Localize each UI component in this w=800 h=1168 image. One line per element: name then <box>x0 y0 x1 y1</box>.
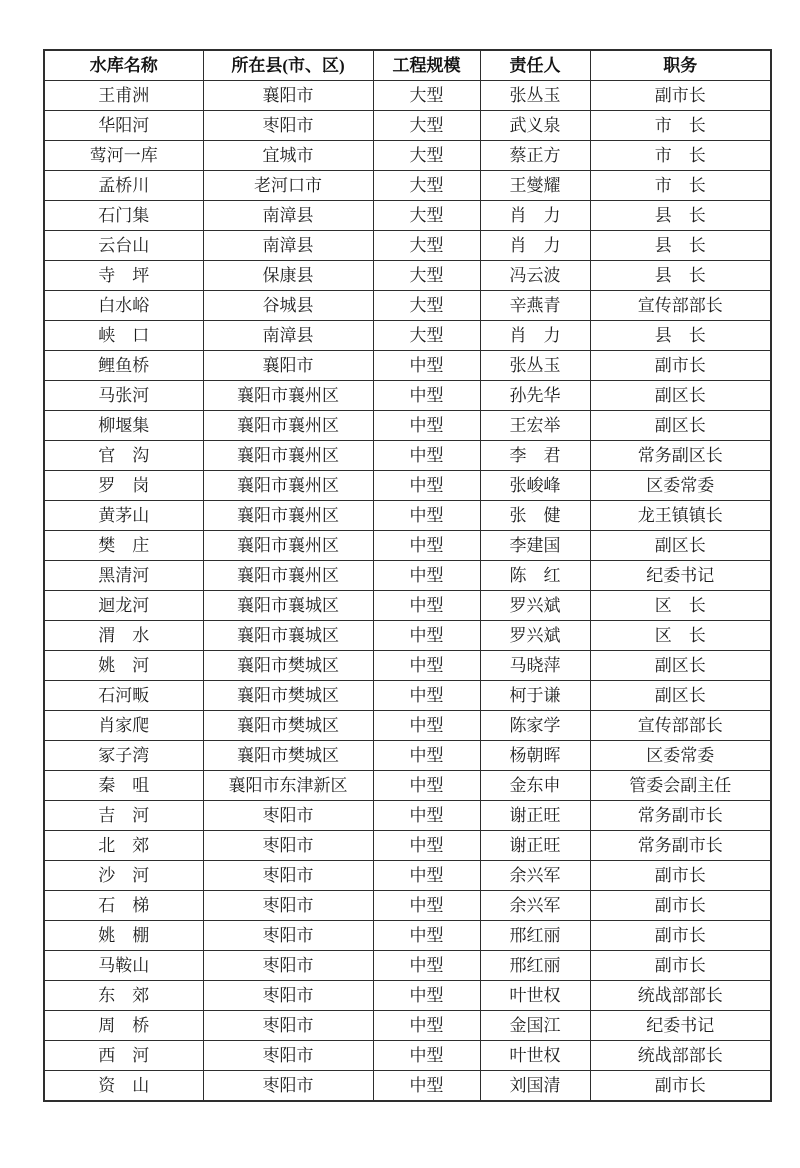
cell-scale: 中型 <box>373 1041 480 1071</box>
column-header-location: 所在县(市、区) <box>203 50 373 81</box>
cell-position: 副市长 <box>590 81 771 111</box>
cell-responsible-person: 罗兴斌 <box>480 621 590 651</box>
cell-reservoir-name: 渭 水 <box>44 621 203 651</box>
cell-scale: 中型 <box>373 681 480 711</box>
cell-reservoir-name: 石 梯 <box>44 891 203 921</box>
cell-responsible-person: 王宏举 <box>480 411 590 441</box>
cell-reservoir-name: 沙 河 <box>44 861 203 891</box>
cell-position: 县 长 <box>590 231 771 261</box>
table-row <box>44 561 771 591</box>
table-row <box>44 411 771 441</box>
cell-scale: 中型 <box>373 591 480 621</box>
cell-location: 襄阳市 <box>203 81 373 111</box>
cell-position: 统战部部长 <box>590 1041 771 1071</box>
cell-location: 枣阳市 <box>203 1071 373 1102</box>
column-header-position: 职务 <box>590 50 771 81</box>
cell-reservoir-name: 云台山 <box>44 231 203 261</box>
cell-position: 副市长 <box>590 921 771 951</box>
table-row <box>44 1011 771 1041</box>
cell-position: 副市长 <box>590 951 771 981</box>
cell-responsible-person: 冯云波 <box>480 261 590 291</box>
cell-reservoir-name: 罗 岗 <box>44 471 203 501</box>
cell-responsible-person: 罗兴斌 <box>480 591 590 621</box>
cell-location: 南漳县 <box>203 201 373 231</box>
cell-responsible-person: 谢正旺 <box>480 831 590 861</box>
cell-reservoir-name: 莺河一库 <box>44 141 203 171</box>
cell-location: 襄阳市襄州区 <box>203 411 373 441</box>
cell-reservoir-name: 姚 河 <box>44 651 203 681</box>
table-row <box>44 921 771 951</box>
cell-reservoir-name: 王甫洲 <box>44 81 203 111</box>
cell-responsible-person: 谢正旺 <box>480 801 590 831</box>
cell-position: 区 长 <box>590 591 771 621</box>
cell-responsible-person: 马晓萍 <box>480 651 590 681</box>
cell-position: 常务副市长 <box>590 831 771 861</box>
cell-scale: 大型 <box>373 261 480 291</box>
cell-responsible-person: 李建国 <box>480 531 590 561</box>
cell-position: 宣传部部长 <box>590 291 771 321</box>
cell-position: 副市长 <box>590 351 771 381</box>
cell-position: 管委会副主任 <box>590 771 771 801</box>
cell-location: 枣阳市 <box>203 891 373 921</box>
cell-responsible-person: 辛燕青 <box>480 291 590 321</box>
table-row <box>44 111 771 141</box>
cell-position: 副市长 <box>590 861 771 891</box>
cell-scale: 大型 <box>373 111 480 141</box>
table-row <box>44 651 771 681</box>
cell-location: 枣阳市 <box>203 831 373 861</box>
cell-responsible-person: 孙先华 <box>480 381 590 411</box>
cell-location: 枣阳市 <box>203 921 373 951</box>
cell-position: 副区长 <box>590 531 771 561</box>
cell-responsible-person: 金东申 <box>480 771 590 801</box>
cell-location: 襄阳市樊城区 <box>203 741 373 771</box>
table-row <box>44 861 771 891</box>
cell-reservoir-name: 马鞍山 <box>44 951 203 981</box>
table-row <box>44 381 771 411</box>
table-row <box>44 531 771 561</box>
cell-reservoir-name: 周 桥 <box>44 1011 203 1041</box>
cell-position: 县 长 <box>590 321 771 351</box>
cell-position: 区委常委 <box>590 471 771 501</box>
cell-scale: 中型 <box>373 471 480 501</box>
cell-responsible-person: 叶世权 <box>480 981 590 1011</box>
cell-scale: 中型 <box>373 651 480 681</box>
cell-scale: 大型 <box>373 81 480 111</box>
cell-reservoir-name: 孟桥川 <box>44 171 203 201</box>
cell-location: 枣阳市 <box>203 981 373 1011</box>
cell-position: 区委常委 <box>590 741 771 771</box>
table-header <box>44 50 771 81</box>
cell-position: 常务副区长 <box>590 441 771 471</box>
cell-responsible-person: 杨朝晖 <box>480 741 590 771</box>
table-row <box>44 741 771 771</box>
cell-reservoir-name: 迴龙河 <box>44 591 203 621</box>
column-header-responsible-person: 责任人 <box>480 50 590 81</box>
cell-location: 宜城市 <box>203 141 373 171</box>
cell-scale: 中型 <box>373 711 480 741</box>
cell-location: 襄阳市东津新区 <box>203 771 373 801</box>
cell-reservoir-name: 吉 河 <box>44 801 203 831</box>
cell-location: 襄阳市樊城区 <box>203 711 373 741</box>
cell-responsible-person: 柯于谦 <box>480 681 590 711</box>
cell-responsible-person: 武义泉 <box>480 111 590 141</box>
cell-responsible-person: 邢红丽 <box>480 921 590 951</box>
cell-scale: 中型 <box>373 921 480 951</box>
table-row <box>44 471 771 501</box>
cell-location: 南漳县 <box>203 231 373 261</box>
table-row <box>44 681 771 711</box>
cell-position: 副区长 <box>590 381 771 411</box>
cell-scale: 中型 <box>373 1011 480 1041</box>
cell-scale: 中型 <box>373 831 480 861</box>
cell-location: 襄阳市樊城区 <box>203 681 373 711</box>
table-row <box>44 621 771 651</box>
table-row <box>44 351 771 381</box>
cell-reservoir-name: 石门集 <box>44 201 203 231</box>
cell-location: 枣阳市 <box>203 1041 373 1071</box>
cell-reservoir-name: 北 郊 <box>44 831 203 861</box>
table-row <box>44 501 771 531</box>
cell-location: 襄阳市襄州区 <box>203 471 373 501</box>
cell-position: 市 长 <box>590 171 771 201</box>
cell-scale: 中型 <box>373 351 480 381</box>
table-row <box>44 441 771 471</box>
table-row <box>44 591 771 621</box>
cell-position: 副市长 <box>590 1071 771 1102</box>
table-row <box>44 1041 771 1071</box>
cell-reservoir-name: 寺 坪 <box>44 261 203 291</box>
cell-position: 副区长 <box>590 411 771 441</box>
cell-scale: 中型 <box>373 801 480 831</box>
cell-position: 统战部部长 <box>590 981 771 1011</box>
cell-reservoir-name: 黑清河 <box>44 561 203 591</box>
cell-location: 襄阳市襄州区 <box>203 501 373 531</box>
cell-scale: 中型 <box>373 531 480 561</box>
cell-location: 枣阳市 <box>203 861 373 891</box>
cell-reservoir-name: 石河畈 <box>44 681 203 711</box>
table-row <box>44 141 771 171</box>
cell-reservoir-name: 樊 庄 <box>44 531 203 561</box>
cell-location: 襄阳市襄州区 <box>203 441 373 471</box>
cell-scale: 中型 <box>373 861 480 891</box>
cell-position: 县 长 <box>590 261 771 291</box>
cell-responsible-person: 张丛玉 <box>480 351 590 381</box>
cell-location: 襄阳市襄州区 <box>203 561 373 591</box>
cell-location: 南漳县 <box>203 321 373 351</box>
cell-reservoir-name: 官 沟 <box>44 441 203 471</box>
cell-position: 纪委书记 <box>590 1011 771 1041</box>
table-row <box>44 771 771 801</box>
cell-responsible-person: 金国江 <box>480 1011 590 1041</box>
cell-responsible-person: 王燮耀 <box>480 171 590 201</box>
table-row <box>44 81 771 111</box>
cell-position: 副市长 <box>590 891 771 921</box>
cell-location: 枣阳市 <box>203 111 373 141</box>
cell-location: 谷城县 <box>203 291 373 321</box>
cell-position: 宣传部部长 <box>590 711 771 741</box>
cell-scale: 中型 <box>373 411 480 441</box>
cell-reservoir-name: 秦 咀 <box>44 771 203 801</box>
column-header-scale: 工程规模 <box>373 50 480 81</box>
cell-responsible-person: 张丛玉 <box>480 81 590 111</box>
cell-position: 纪委书记 <box>590 561 771 591</box>
cell-responsible-person: 邢红丽 <box>480 951 590 981</box>
cell-location: 襄阳市樊城区 <box>203 651 373 681</box>
cell-location: 枣阳市 <box>203 951 373 981</box>
cell-responsible-person: 张峻峰 <box>480 471 590 501</box>
table-row <box>44 261 771 291</box>
cell-scale: 中型 <box>373 501 480 531</box>
column-header-reservoir-name: 水库名称 <box>44 50 203 81</box>
table-row <box>44 981 771 1011</box>
cell-position: 市 长 <box>590 141 771 171</box>
cell-scale: 大型 <box>373 231 480 261</box>
cell-reservoir-name: 柳堰集 <box>44 411 203 441</box>
header-row <box>44 50 771 81</box>
table-row <box>44 801 771 831</box>
cell-scale: 中型 <box>373 561 480 591</box>
cell-reservoir-name: 华阳河 <box>44 111 203 141</box>
cell-position: 区 长 <box>590 621 771 651</box>
cell-location: 保康县 <box>203 261 373 291</box>
cell-reservoir-name: 东 郊 <box>44 981 203 1011</box>
cell-reservoir-name: 西 河 <box>44 1041 203 1071</box>
cell-scale: 中型 <box>373 621 480 651</box>
cell-reservoir-name: 冢子湾 <box>44 741 203 771</box>
cell-responsible-person: 余兴军 <box>480 861 590 891</box>
table-row <box>44 891 771 921</box>
cell-position: 市 长 <box>590 111 771 141</box>
cell-reservoir-name: 姚 棚 <box>44 921 203 951</box>
cell-reservoir-name: 鲤鱼桥 <box>44 351 203 381</box>
cell-reservoir-name: 肖家爬 <box>44 711 203 741</box>
table-row <box>44 321 771 351</box>
cell-scale: 中型 <box>373 951 480 981</box>
table-body <box>44 81 771 1102</box>
cell-scale: 大型 <box>373 201 480 231</box>
cell-location: 襄阳市襄州区 <box>203 381 373 411</box>
cell-scale: 大型 <box>373 321 480 351</box>
cell-responsible-person: 余兴军 <box>480 891 590 921</box>
cell-scale: 大型 <box>373 291 480 321</box>
cell-position: 县 长 <box>590 201 771 231</box>
cell-position: 副区长 <box>590 651 771 681</box>
cell-responsible-person: 肖 力 <box>480 201 590 231</box>
table-row <box>44 291 771 321</box>
cell-scale: 中型 <box>373 771 480 801</box>
cell-scale: 中型 <box>373 381 480 411</box>
cell-reservoir-name: 峡 口 <box>44 321 203 351</box>
table-row <box>44 231 771 261</box>
table-row <box>44 171 771 201</box>
cell-reservoir-name: 马张河 <box>44 381 203 411</box>
reservoir-table <box>43 49 772 1102</box>
cell-reservoir-name: 资 山 <box>44 1071 203 1102</box>
cell-responsible-person: 肖 力 <box>480 231 590 261</box>
cell-location: 襄阳市 <box>203 351 373 381</box>
cell-scale: 中型 <box>373 981 480 1011</box>
cell-position: 副区长 <box>590 681 771 711</box>
cell-scale: 中型 <box>373 1071 480 1102</box>
cell-scale: 中型 <box>373 891 480 921</box>
cell-location: 襄阳市襄城区 <box>203 621 373 651</box>
table-row <box>44 951 771 981</box>
cell-responsible-person: 张 健 <box>480 501 590 531</box>
cell-position: 常务副市长 <box>590 801 771 831</box>
cell-responsible-person: 陈 红 <box>480 561 590 591</box>
cell-scale: 大型 <box>373 141 480 171</box>
cell-reservoir-name: 黄茅山 <box>44 501 203 531</box>
cell-location: 老河口市 <box>203 171 373 201</box>
table-row <box>44 1071 771 1102</box>
cell-position: 龙王镇镇长 <box>590 501 771 531</box>
cell-responsible-person: 陈家学 <box>480 711 590 741</box>
table-row <box>44 201 771 231</box>
cell-scale: 中型 <box>373 741 480 771</box>
cell-location: 襄阳市襄城区 <box>203 591 373 621</box>
cell-location: 襄阳市襄州区 <box>203 531 373 561</box>
cell-responsible-person: 李 君 <box>480 441 590 471</box>
table-row <box>44 711 771 741</box>
cell-responsible-person: 叶世权 <box>480 1041 590 1071</box>
cell-responsible-person: 蔡正方 <box>480 141 590 171</box>
cell-responsible-person: 肖 力 <box>480 321 590 351</box>
cell-reservoir-name: 白水峪 <box>44 291 203 321</box>
cell-scale: 大型 <box>373 171 480 201</box>
cell-location: 枣阳市 <box>203 801 373 831</box>
cell-scale: 中型 <box>373 441 480 471</box>
cell-location: 枣阳市 <box>203 1011 373 1041</box>
table-row <box>44 831 771 861</box>
cell-responsible-person: 刘国清 <box>480 1071 590 1102</box>
